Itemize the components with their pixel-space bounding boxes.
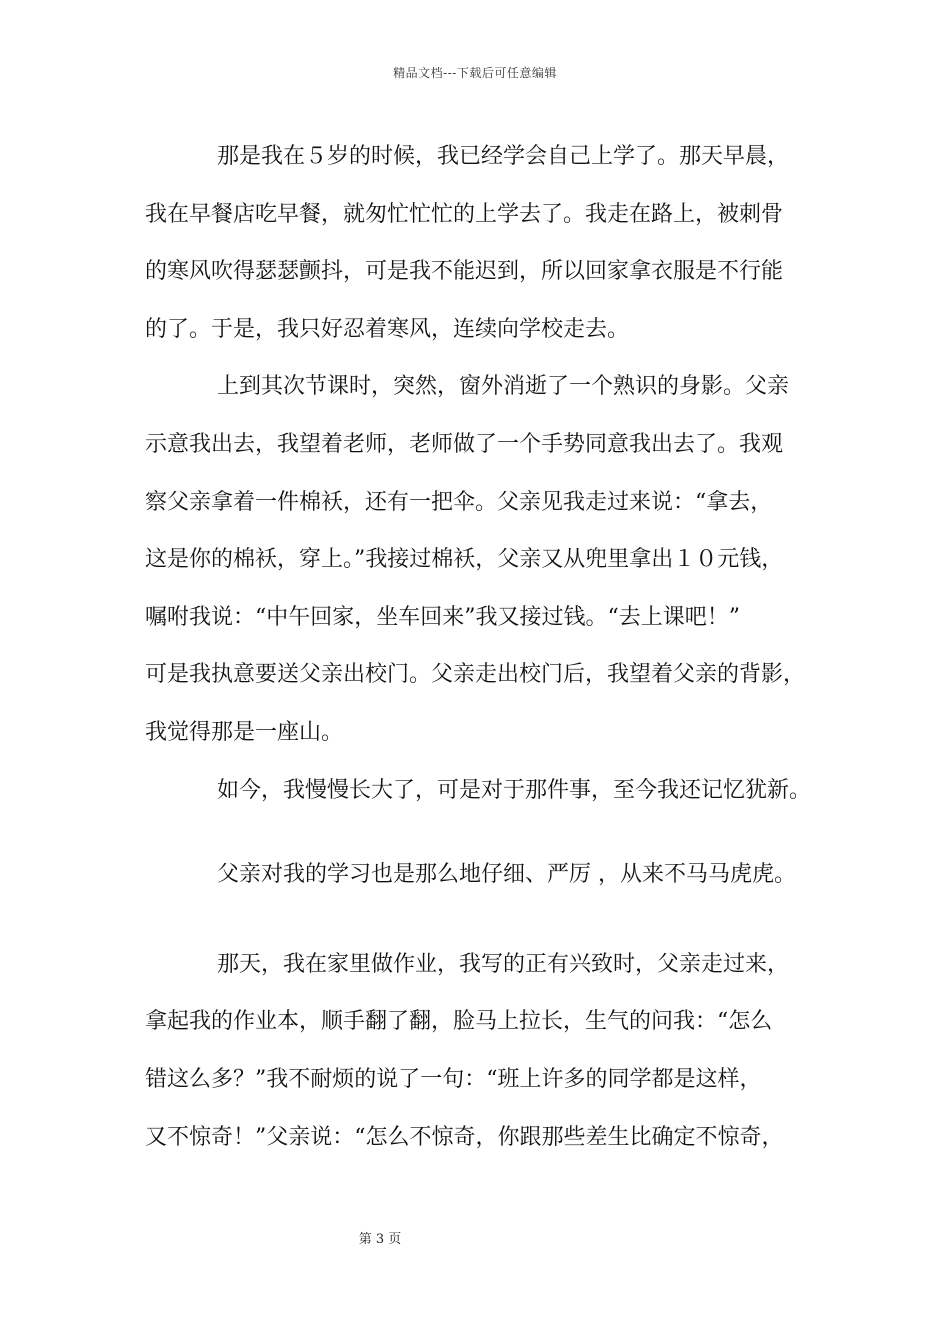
paragraph-line: 那是我在５岁的时候，我已经学会自己上学了。那天早晨， <box>217 144 790 169</box>
paragraph-line: 拿起我的作业本，顺手翻了翻，脸马上拉长，生气的问我：“怎么 <box>145 1009 773 1035</box>
paragraph-line: 上到其次节课时，突然，窗外消逝了一个熟识的身影。父亲 <box>217 374 790 400</box>
paragraph-line: 又不惊奇！”父亲说：“怎么不惊奇，你跟那些差生比确定不惊奇， <box>145 1124 784 1150</box>
paragraph-line: 嘱咐我说：“中午回家，坐车回来”我又接过钱。“去上课吧！” <box>145 604 740 630</box>
page-number: 第 3 页 <box>358 1232 402 1247</box>
paragraph-line: 可是我执意要送父亲出校门。父亲走出校门后，我望着父亲的背影， <box>145 662 806 688</box>
paragraph-line: 我在早餐店吃早餐，就匆忙忙忙的上学去了。我走在路上，被刺骨 <box>145 201 784 227</box>
paragraph-line: 察父亲拿着一件棉袄，还有一把伞。父亲见我走过来说：“拿去， <box>145 489 773 515</box>
paragraph-line: 那天，我在家里做作业，我写的正有兴致时，父亲走过来， <box>217 951 790 977</box>
paragraph-line: 这是你的棉袄，穿上。”我接过棉袄，父亲又从兜里拿出１０元钱， <box>145 547 784 573</box>
paragraph-line: 如今，我慢慢长大了，可是对于那件事，至今我还记忆犹新。 <box>217 777 812 803</box>
document-body <box>145 128 825 1166</box>
paragraph-line: 的了。于是，我只好忍着寒风，连续向学校走去。 <box>145 316 630 342</box>
paragraph-line: 父亲对我的学习也是那么地仔细、严厉 ，从来不马马虎虎。 <box>217 862 796 888</box>
paragraph-line: 我觉得那是一座山。 <box>145 719 344 745</box>
paragraph-line: 的寒风吹得瑟瑟颤抖，可是我不能迟到，所以回家拿衣服是不行能 <box>145 259 784 285</box>
paragraph-line: 错这么多？”我不耐烦的说了一句：“班上许多的同学都是这样， <box>145 1066 762 1092</box>
paragraph-line: 示意我出去，我望着老师，老师做了一个手势同意我出去了。我观 <box>145 431 784 457</box>
page-header: 精品文档---下载后可任意编辑 <box>393 66 557 80</box>
